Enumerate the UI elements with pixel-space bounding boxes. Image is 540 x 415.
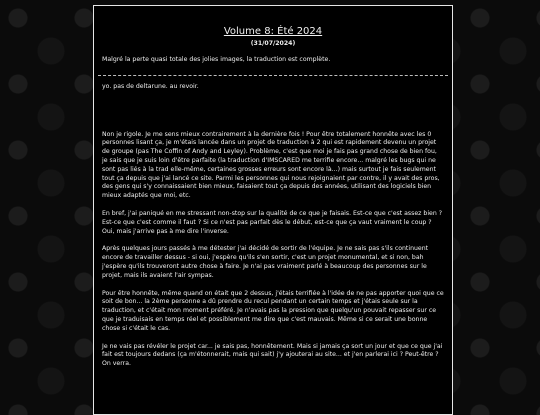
page-date: (31/07/2024) xyxy=(250,40,296,47)
article-body xyxy=(102,83,444,369)
paragraph-3-line-a: En bref, j'ai paniqué en me stressant non-stop sur la qualité de ce que je faisais. Est-ce que c'est assez bien ? Est-ce que c'est comme il faut ? Si ce n'est pas parfait dès le début, est-ce que ça vaut vraiment le coup ? xyxy=(102,209,443,226)
paragraph-2: Non je rigole. Je me sens mieux contrairement à la dernière fois ! Pour être totalement honnête avec les 0 personnes lisant ça, je m'étais lancée dans un projet de traduction à 2 qui est rapidement devenu un projet de groupe (pas The Coffin of Andy and Leyley). Problème, c'est que moi je fais pas grand chose de bien fou, je sais que je suis loin d'être parfaite (la traduction d'IMSCARED me terrifie encore... malgré les bugs qui ne sont pas liés à la trad elle-même, certaines grosses erreurs sont encore là...) mais surtout je fais seulement tout ça depuis que j'ai lancé ce site. Parmi les personnes qui nous rejoignaient par contre, il y avait des pros, des gens qui s'y connaissaient bien mieux, faisaient tout ça depuis des années, utilisant des logiciels bien mieux adaptés que moi, etc. xyxy=(102,130,440,200)
paragraph-5: Pour être honnête, même quand on était que 2 dessus, j'étais terrifiée à l'idée de ne pas apporter quoi que ce soit de bon... la 2ème personne a dû prendre du recul pendant un certain temps et j'étais seule sur la traduction, et c'était mon moment préféré. Je n'avais pas la pression que quelqu'un pouvait repasser sur ce que je traduisais en temps réel et possiblement me dire que c'est mauvais. Même si ce serait une bonne chose si c'était le cas. xyxy=(102,289,444,332)
paragraph-3-line-b: Oui, mais j'arrive pas à me dire l'inverse. xyxy=(102,227,229,235)
intro-text: Malgré la perte quasi totale des jolies images, la traduction est complète. xyxy=(102,56,331,63)
dashed-divider xyxy=(98,75,448,76)
paragraph-6: Je ne vais pas révéler le projet car... je sais pas, honnêtement. Mais si jamais ça sort un jour et que ce que j'ai fait est toujours dedans (ça m'étonnerait, mais qui sait) j'y ajouterai au site... et j'en parlerai ici ? Peut-être ? On verra. xyxy=(102,342,443,368)
paragraph-1: yo. pas de deltarune. au revoir. xyxy=(102,82,199,90)
paragraph-4: Après quelques jours passés à me détester j'ai décidé de sortir de l'équipe. Je ne sais pas s'ils continuent encore de travailler dessus - si oui, j'espère qu'ils s'en sortir, c'est un projet monumental, et si non, bah j'espère qu'ils trouveront autre chose à faire. Je n'ai pas vraiment parlé à beaucoup des personnes sur le projet, mais ils avaient l'air sympas. xyxy=(102,245,429,279)
paragraph-3 xyxy=(102,210,444,236)
content-panel xyxy=(93,5,453,415)
page-title: Volume 8: Été 2024 xyxy=(223,26,323,37)
